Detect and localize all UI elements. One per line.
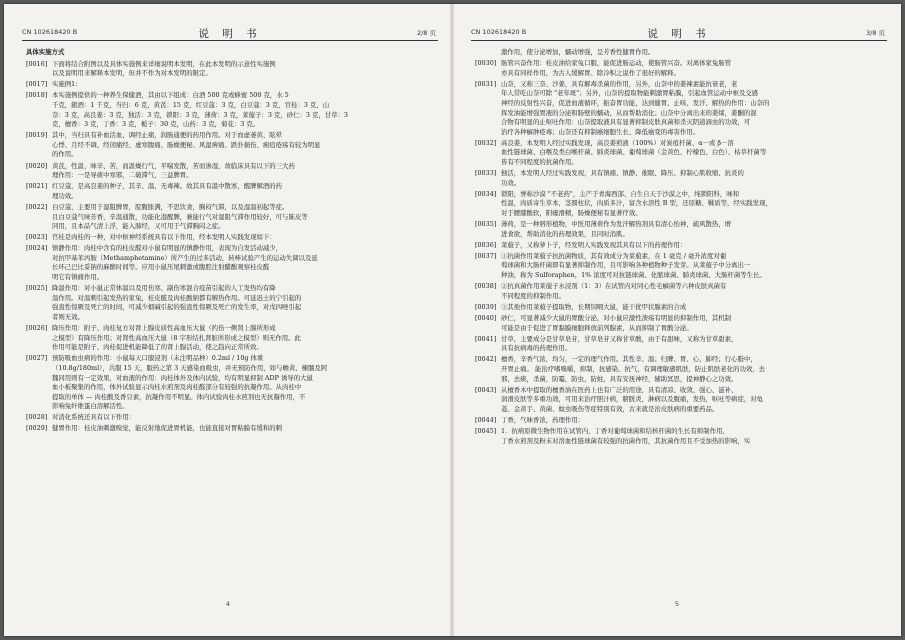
page-indicator: 2/8 页 <box>416 29 436 37</box>
text-line: 锁阳，誉称沙漠 "不老药"，主产于青海西部、自生自天于沙漠之中，纯锁阳科，味和 <box>501 189 739 198</box>
paragraph-number: [0036] <box>475 240 497 249</box>
paragraph <box>475 335 887 354</box>
paragraph-text <box>501 80 887 138</box>
text-line: 皆有不同程度的抗菌作用。 <box>501 158 578 167</box>
paragraph-number: [0016] <box>26 59 48 68</box>
paragraph-number: [0020] <box>26 161 48 170</box>
paragraph <box>26 91 438 129</box>
paragraph <box>475 220 887 239</box>
text-line: 可能是由于促进了胃黏膜细胞释放前列腺素，从而抑制了胃酸分泌。 <box>501 323 693 332</box>
text-line: 从檀香木中提取的檀香油在医药上也有广泛的用途，具有清凉、收敛、强心、滋补、 <box>501 385 738 394</box>
paragraph-number: [0024] <box>26 244 48 253</box>
text-line: 独活，本发明人经过实践发现，具有镇痛、镇静、催眠、降压、抑制心肌收缩、抗炎的 <box>501 169 744 178</box>
text-line: 不同程度的抑制作用。 <box>501 291 565 300</box>
paragraph <box>475 355 887 384</box>
paragraph-text <box>501 427 887 446</box>
page-indicator: 3/8 页 <box>865 29 885 37</box>
paragraph-text <box>52 182 438 201</box>
paragraph <box>26 203 438 232</box>
left-page <box>4 4 452 636</box>
text-line: 预防吸血虫病的作用：小鼠每天口服浸剂（未注明品种）0.2ml / 10g 体重 <box>52 354 264 363</box>
text-line: 千克，銀酒：1 千克，当归：6 克，黄芪：15 克，红豆蔻：3 克，白豆蔻：3 克，官桂：3 克，山 <box>52 100 330 109</box>
paragraph <box>26 324 438 353</box>
paragraph-text <box>501 139 887 168</box>
paragraph-number: [0035] <box>475 220 497 229</box>
text-line: 作用可能是附子、肉桂促进机能降低了的肾上腺活动，使之趋向正常所致。 <box>52 343 263 352</box>
paragraph-number: [0031] <box>475 79 497 88</box>
paragraph-number: [0022] <box>26 202 48 211</box>
paragraph-text <box>52 233 438 243</box>
paragraph-text <box>52 131 438 160</box>
text-line: 治疗各种癣肿疮毒；山奈还有抑制癌细胞生长、降低癌变的毒害作用。 <box>501 127 700 136</box>
text-line: 性温，肉质寄生草本，茎圆柱状，肉质多汁，富含水溶性 B 型，还原糖、鞣质等，经实践发现， <box>501 199 772 208</box>
text-line: 对消化系统还具有以下作用： <box>52 413 136 422</box>
paragraph <box>475 427 887 446</box>
paragraph <box>475 48 887 58</box>
paragraph-number: [0023] <box>26 233 48 242</box>
text-line: 挥发油能增强胃液的分泌和肠壁的蠕动，从而帮助消化；山奈中分离出来的姜烯，姜酮的混 <box>501 108 757 117</box>
text-line: 薄荷，是一种唇形植物，中医用薄荷作为发汗解热剂具有清心怡神，疏风散热，增 <box>501 220 732 229</box>
text-line: 者则无效。 <box>52 312 84 321</box>
paragraph <box>26 162 438 181</box>
text-line: 萄球菌和大肠杆菌即有显著抑制作用，且可影响各种植物种子发芽。从莱菔子中分离出一 <box>501 261 751 270</box>
document-spread <box>4 4 901 636</box>
paragraph-number: [0039] <box>475 302 497 311</box>
text-line: 白豆蔻，主要用于湿阻脾胃，脘腹胀满，不思饮食，胸闷气滞，以及湿温初起等症。 <box>52 202 289 211</box>
paragraph-number: [0044] <box>475 415 497 424</box>
paragraph-text <box>501 169 887 188</box>
paragraph-number: [0026] <box>26 324 48 333</box>
text-line: 同用，且本品气清上浮，能入肺经，又可用于气滞胸闷之症。 <box>52 222 225 231</box>
paragraph-text <box>52 244 438 282</box>
paragraph-text <box>52 284 438 322</box>
text-line: 影响兔纤维蛋白溶解活性。 <box>52 402 129 411</box>
right-page-header <box>471 26 887 41</box>
doc-title: 说 明 书 <box>647 28 711 40</box>
text-line: 开胃止痛。 能治疗嗜嗅嚼，抑制，抗感染、抗气，有调理敏感肌肤，防止肌肤老化的功效，去 <box>501 364 766 373</box>
pub-number: CN 102618420 B <box>22 28 78 36</box>
paragraph-text <box>501 282 887 301</box>
paragraph-number: [0045] <box>475 426 497 435</box>
paragraph-text <box>501 303 887 313</box>
paragraph-number: [0038] <box>475 282 497 291</box>
paragraph <box>475 252 887 281</box>
doc-title: 说 明 书 <box>198 28 262 40</box>
paragraph <box>26 354 438 412</box>
text-line: 下面将结合附图以及具体实施例来详细说明本发明，在此本发明的示意性实施例 <box>52 59 276 68</box>
paragraph-number: [0033] <box>475 169 497 178</box>
text-line: 亦具有同样作用，为古人缓解胃、除冷积之说作了很好的解释。 <box>501 68 680 77</box>
paragraph-text <box>52 413 438 423</box>
text-line: 砂仁，可显著减少大鼠的胃酸分泌，对小鼠应激性溃疡有明显的抑制作用，其机制 <box>501 313 732 322</box>
paragraph-number: [0025] <box>26 284 48 293</box>
text-line: 丁香水煎剂及粉末对溶血性链球菌有较强的抗菌作用，其抗菌作用且不受加热的影响，实 <box>501 436 751 445</box>
text-line: 心悸、月经不调、经闭痛经、虚寒腹痛、肠燥便秘、风湿痹痛、跌扑损伤、痈疽疮疡有较为明显 <box>52 140 321 149</box>
text-line: 镇静作用：肉桂中含有的桂皮醛对小鼠有明显的镇静作用，表现为自发活动减少， <box>52 244 283 253</box>
paragraph-text <box>501 386 887 415</box>
paragraph-text <box>501 252 887 281</box>
text-line: 对抗甲基苯丙胺（Methamphetamine）所产生的过多活动，转棒试验产生的运动失调以及延 <box>52 253 318 262</box>
paragraph-text <box>52 424 438 434</box>
text-line: 理功效。 <box>52 191 78 200</box>
paragraph <box>26 131 438 160</box>
paragraph-number <box>475 48 501 58</box>
text-line: 山奈，又称三奈、沙姜，具有解毒杀菌的作用，另外，山奈中的姜辣素能抗衰老，老 <box>501 79 738 88</box>
text-line: 血小板聚集的作用，体外试验显示肉桂水煎剂及肉桂醛部分有较强的抗凝作用。从肉桂中 <box>52 383 302 392</box>
paragraph-number: [0018] <box>26 91 48 100</box>
paragraph-number: [0037] <box>475 251 497 260</box>
text-line: 温作用。对温剌引起发热的家兔，桂皮醛及肉桂酸钠都有解热作用。可延迟士的宁引起的 <box>52 293 302 302</box>
paragraph <box>26 244 438 282</box>
right-page-body <box>475 48 887 448</box>
paragraph-number: [0043] <box>475 385 497 394</box>
paragraph-number: [0034] <box>475 189 497 198</box>
text-line: 降温作用：对小鼠正常体温以及用伤寒、副伤寒混合疫苗引起的人工发热均有降 <box>52 284 276 293</box>
paragraph-text <box>501 355 887 384</box>
paragraph-text <box>501 416 887 426</box>
text-line: 激作用，使分泌增加，蠕动增强，呈芳香性健胃作用。 <box>501 48 655 56</box>
paragraph-text <box>501 335 887 354</box>
paragraph <box>26 60 438 79</box>
paragraph-text <box>501 314 887 333</box>
paragraph-number: [0021] <box>26 182 48 191</box>
text-line: 润滑皮肤等多重功效，可用来治疗胆汁病，膀胱炎，淋病以及腹痛，发热，呕吐等病症，对龟 <box>501 395 764 404</box>
left-page-body <box>26 48 438 436</box>
paragraph-number: [0032] <box>475 138 497 147</box>
right-page <box>453 4 901 636</box>
paragraph-number: [0019] <box>26 131 48 140</box>
paragraph-number: [0027] <box>26 354 48 363</box>
text-line: 实施例1： <box>52 80 82 89</box>
paragraph-text <box>52 91 438 129</box>
paragraph <box>26 284 438 322</box>
text-line: 的作用。 <box>52 150 78 159</box>
text-line: 具有抗病毒的药理作用。 <box>501 344 572 353</box>
text-line: ①抗菌作用莱菔子抗抗菌物质，其有效成分为莱菔素，在 1 毫克 / 毫升浓度对葡 <box>501 251 727 260</box>
text-line: 1．抗病原微生物作用在试管内，丁香对葡萄球菌和结核杆菌的生长有抑制作用， <box>501 426 729 435</box>
paragraph <box>475 303 887 313</box>
paragraph <box>475 241 887 251</box>
text-line: ②抗真菌作用莱菔子水浸剂（1：3）在试管内对同心性毛癣菌等六种皮肤真菌有 <box>501 282 727 291</box>
paragraph <box>475 190 887 219</box>
paragraph <box>26 182 438 201</box>
text-line: 功效。 <box>501 178 521 187</box>
text-line: 肠管兴奋作用：桂皮油给家兔口服，能促进肠运动，使肠管兴奋。对离体家兔肠管 <box>501 59 732 68</box>
paragraph <box>475 169 887 188</box>
page-number: 5 <box>674 600 680 608</box>
text-line: 其中，当归具有补血活血，调经止痛，润肠通便的药用作用。对于血虚萎黄、眩晕 <box>52 131 283 140</box>
text-line: 健胃作用：桂皮油刺激嗅觉，能反射地促进胃机能，也能直接对胃粘膜有缓和的刺 <box>52 424 283 433</box>
left-page-header <box>22 26 438 41</box>
paragraph-number: [0030] <box>475 59 497 68</box>
text-line: 降压作用：附子、肉桂复方对肾上腺皮质性高血压大鼠（约伤一侧肾上腺所形成 <box>52 324 276 333</box>
text-line: 长环己巴比妥钠的麻醉时间等。应用小鼠压尾刺激或腹腔注射醋酸观察桂皮醛 <box>52 263 270 272</box>
paragraph-text <box>52 80 438 90</box>
paragraph-number: [0041] <box>475 334 497 343</box>
paragraph-text <box>52 162 438 181</box>
text-line: 强直性惊厥及死亡的时间，可减少烟碱引起的强直性惊厥及死亡的发生率，对戊四唑引起 <box>52 303 302 312</box>
text-line: 高良姜，本发明人经过实践发现，高良姜煎液（100%）对炭疽杆菌、α－或 β－溶 <box>501 138 734 147</box>
text-line: 种油，称为 Sulforaphen，1% 浓度可对抗链球菌、化脓球菌、肺炎球菌、大肠杆菌等生长。 <box>501 271 766 280</box>
text-line: 血性链球菌、白喉及类白喉杆菌、肺炎球菌、葡萄球菌（金黄色、柠檬色、白色）、枯草杆菌等 <box>501 148 767 157</box>
text-line: 进食欲，帮助消化的药理效果，且同时消肌。 <box>501 229 629 238</box>
text-line: 菱、金黄手、黄菌、蚊虫吸伤等症特别有效，古来就是治皮肤病的重要药品。 <box>501 404 719 413</box>
text-line: 神经的反射性兴奋，促进血液循环，振奋胃功能，达到健胃、止咳、发汗、解热的作用：山奈的 <box>501 98 770 107</box>
text-line: 官桂是肉桂的一种，对中枢神经系统具有以下作用，经本发明人实践发现如下： <box>52 233 276 242</box>
text-line: 年人常吃山奈可除 "老年斑"；另外，山奈的提取物能刺激胃粘膜，引起血管运动中枢及交感 <box>501 89 759 98</box>
paragraph <box>475 386 887 415</box>
paragraph-text <box>501 190 887 219</box>
text-line: （10.8g/180ml），共服 15 天，服药之第 3 天感染血吸虫，并无预防作用，如与蟾黄、楝髓及阿 <box>52 363 328 372</box>
text-line: 甘草，主要成分是甘草皂苷，甘草皂苷又称甘草酸，由于有甜味，又称为甘草甜素， <box>501 334 738 343</box>
paragraph <box>475 139 887 168</box>
paragraph-text <box>501 48 887 58</box>
text-line: 奈：3 克，高良姜：3 克，独活：3 克，锁阳：3 克，薄荷：3 克，莱菔子：3 克，砂仁：3 克，甘草：3 <box>52 110 348 119</box>
text-line: 提取的单体 — 肉桂酸及香豆素，抗凝作用不明显。体内试验肉桂水煎剂也无抗凝作用，不 <box>52 392 306 401</box>
text-line: ③其他作用莱菔子提取物，长期饲喂大鼠，能干扰甲状腺素的合成 <box>501 302 687 311</box>
page-number: 4 <box>225 600 231 608</box>
paragraph-number: [0042] <box>475 355 497 364</box>
text-line: 合物有明显的止呕吐作用：山奈提取液具有显著抑制皮肤真菌和杀灭阴道滴虫的功效，可 <box>501 118 751 127</box>
paragraph-text <box>52 354 438 412</box>
text-line: 莱菔子，又称萝卜子，经发明人实践发现其具有以下的药理作用： <box>501 240 687 249</box>
text-line: 本实施例提供的一种养生保健酒，其由以下组成：白酒 500 克或蜂蜜 500 克，水 5 <box>52 91 289 100</box>
paragraph-number: [0028] <box>26 413 48 422</box>
paragraph <box>26 424 438 434</box>
paragraph-number: [0040] <box>475 313 497 322</box>
paragraph-text <box>52 324 438 353</box>
paragraph <box>475 59 887 78</box>
paragraph-text <box>501 241 887 251</box>
paragraph <box>475 80 887 138</box>
paragraph-text <box>501 220 887 239</box>
paragraph-text <box>52 203 438 232</box>
text-line: 理作用：一是导痰中寒邪，二破滞气，三益脾胃。 <box>52 171 193 180</box>
paragraph-text <box>52 60 438 79</box>
text-line: 邪，去痰，杀菌，防霉，防虫，防蛀，具有安抚神经，辅助冥思，提神静心之功效。 <box>501 374 738 383</box>
section-title: 具体实施方式 <box>26 48 65 56</box>
text-line: 之模型）有降压作用；对肾性高血压大鼠（8 字形结扎肾脏所形成之模型）则无作用。此 <box>52 333 301 342</box>
paragraph <box>26 80 438 90</box>
text-line: 檀香，辛香气浓，均匀，一定的理气作用。其性辛、温；归脾、胃、心、肺经；行心脂中， <box>501 355 757 364</box>
text-line: 明它有镇痛作用。 <box>52 273 104 282</box>
paragraph-number: [0017] <box>26 80 48 89</box>
pub-number: CN 102618420 B <box>471 28 527 36</box>
paragraph <box>26 233 438 243</box>
text-line: 且白豆蔻气味芳香，辛温通散，功能化湿醒脾，兼能行气对湿阻气滞作用较好，可与陈皮等 <box>52 212 308 221</box>
text-line: 魏同用则有一定效果，对血液的作用：肉桂体外及体内试验，均有明显抑制 ADP 诱导的大鼠 <box>52 373 313 382</box>
text-line: 黄芪，性温，味辛、苦，而温燥行气，平喘发散，苦而渗湿，故临床具有以下的三大药 <box>52 161 295 170</box>
text-line: 克，檀香：3 克，丁香：3 克，栀子：30 克，山药：3 克，菊花：3 克。 <box>52 120 260 129</box>
text-line: 以及说明用来解释本发明，但并不作为对本发明的限定。 <box>52 69 212 78</box>
text-line: 丁香，气味香浓，药理作用： <box>501 415 585 424</box>
paragraph <box>26 413 438 423</box>
text-line: 红豆蔻，是高良姜的种子，其辛、温、无毒辣。故其具有温中散寒，醒脾解酒的药 <box>52 182 283 191</box>
paragraph-number: [0029] <box>26 424 48 433</box>
paragraph <box>475 282 887 301</box>
paragraph-text <box>501 59 887 78</box>
paragraph <box>475 416 887 426</box>
text-line: 对于腰膝酸软，阳痿滑精，肠燥便秘有显著疗效。 <box>501 209 642 217</box>
paragraph <box>475 314 887 333</box>
